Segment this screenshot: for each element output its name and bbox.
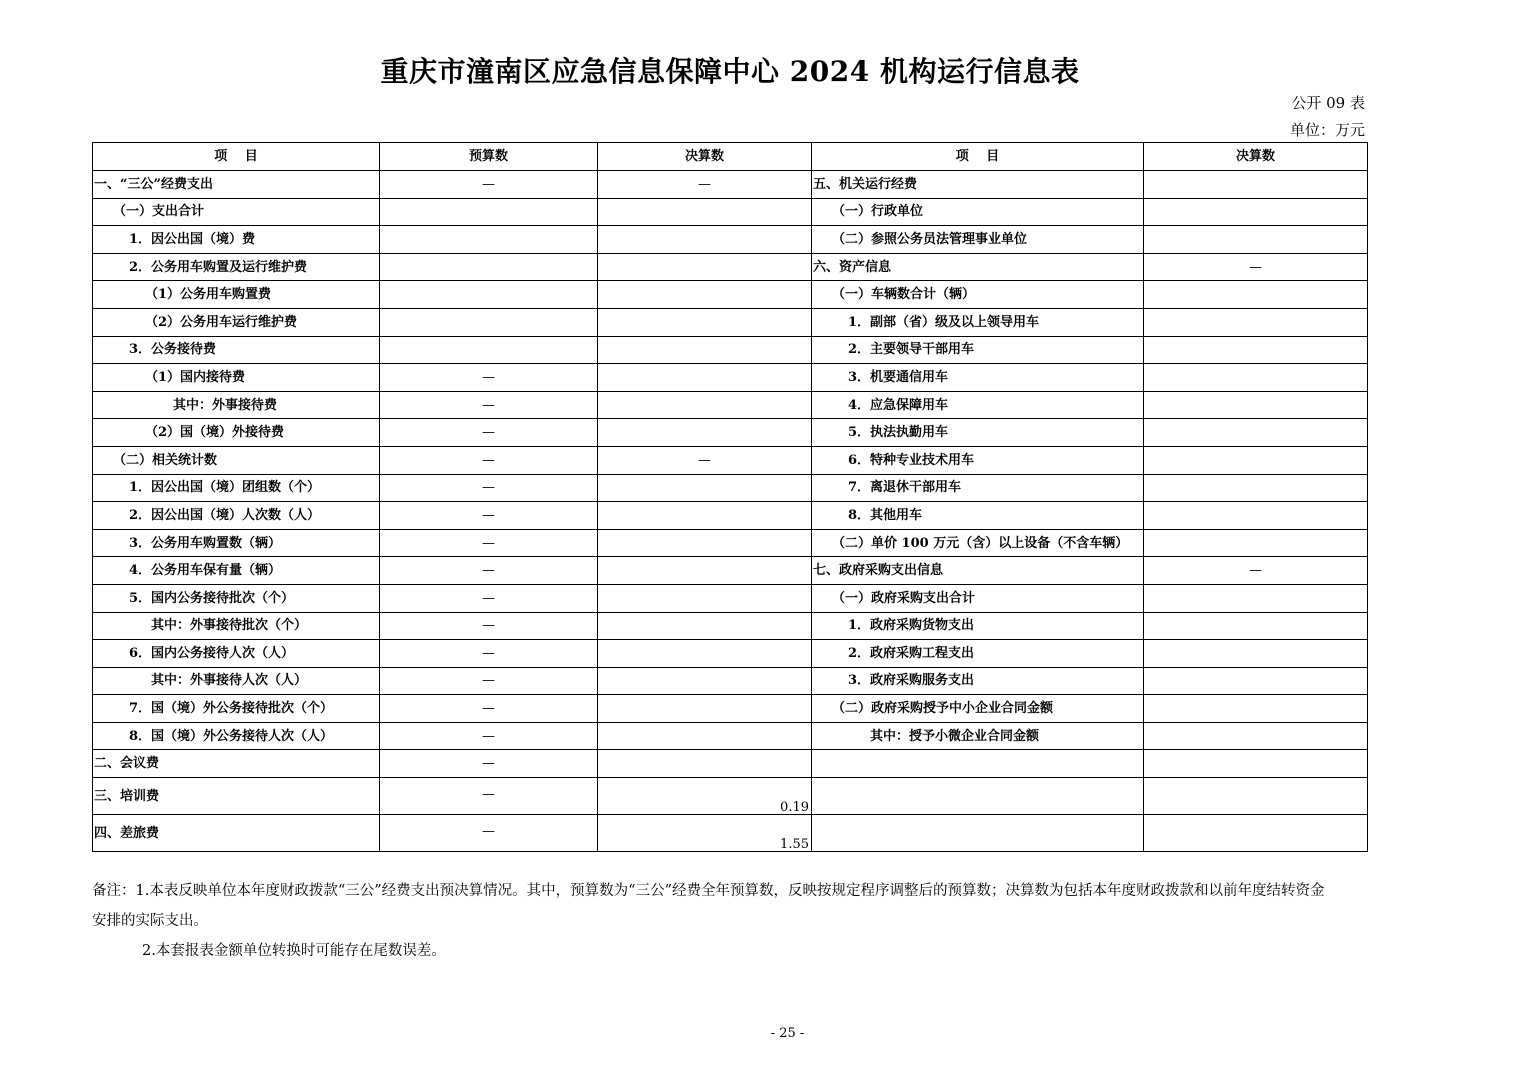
row-label: （1）公务用车购置费 [93,281,380,309]
table-row [93,695,1368,723]
note-line-3: 2.本套报表金额单位转换时可能存在尾数误差。 [142,943,446,959]
table-row [93,474,1368,502]
budget-cell [380,308,598,336]
row-label: 4．公务用车保有量（辆） [93,557,380,585]
right-row-label: （二）政府采购授予中小企业合同金额 [812,695,1144,723]
right-row-label [812,815,1144,852]
budget-cell: — [380,419,598,447]
final-cell [598,502,812,530]
page-number: - 25 - [770,1026,805,1041]
right-final-cell [1144,722,1368,750]
right-row-label [812,750,1144,778]
budget-cell: — [380,474,598,502]
notes [92,876,1472,966]
budget-cell [380,226,598,254]
row-label: 三、培训费 [93,778,380,815]
table-row [93,778,1368,815]
right-final-cell [1144,226,1368,254]
note-line-2: 安排的实际支出。 [92,913,208,929]
right-row-label: （一）政府采购支出合计 [812,584,1144,612]
final-cell [598,557,812,585]
final-cell [598,612,812,640]
header-budget: 预算数 [380,143,598,171]
right-row-label: 7．离退休干部用车 [812,474,1144,502]
right-final-cell [1144,336,1368,364]
final-cell [598,364,812,392]
table-row [93,446,1368,474]
table-row [93,529,1368,557]
row-label: 一、“三公”经费支出 [93,171,380,199]
row-label: 其中：外事接待费 [93,391,380,419]
final-cell: — [598,171,812,199]
right-final-cell [1144,778,1368,815]
table-row [93,815,1368,852]
table-row [93,171,1368,199]
final-cell [598,419,812,447]
final-cell [598,391,812,419]
table-row [93,612,1368,640]
unit-label: 单位：万元 [1289,121,1365,139]
right-row-label: 1．副部（省）级及以上领导用车 [812,308,1144,336]
row-label: 6．国内公务接待人次（人） [93,640,380,668]
right-row-label: （一）行政单位 [812,198,1144,226]
budget-cell: — [380,446,598,474]
budget-cell: — [380,612,598,640]
budget-cell: — [380,391,598,419]
right-final-cell [1144,584,1368,612]
table-row [93,557,1368,585]
right-row-label: 2．政府采购工程支出 [812,640,1144,668]
table-row [93,750,1368,778]
budget-cell [380,253,598,281]
row-label: 5．国内公务接待批次（个） [93,584,380,612]
right-row-label: 七、政府采购支出信息 [812,557,1144,585]
budget-cell: — [380,815,598,852]
budget-cell: — [380,750,598,778]
right-row-label: 6．特种专业技术用车 [812,446,1144,474]
right-final-cell [1144,364,1368,392]
right-final-cell [1144,667,1368,695]
row-label: （二）相关统计数 [93,446,380,474]
final-cell [598,308,812,336]
right-row-label: 3．机要通信用车 [812,364,1144,392]
budget-cell: — [380,695,598,723]
table-row [93,336,1368,364]
budget-cell: — [380,722,598,750]
header-item: 项 目 [93,143,380,171]
right-final-cell [1144,612,1368,640]
right-row-label: 5．执法执勤用车 [812,419,1144,447]
row-label: （一）支出合计 [93,198,380,226]
row-label: 四、差旅费 [93,815,380,852]
table-row [93,722,1368,750]
right-final-cell [1144,502,1368,530]
table-row [93,226,1368,254]
budget-cell: — [380,557,598,585]
final-cell [598,226,812,254]
final-cell: 1.55 [598,815,812,852]
table-row [93,253,1368,281]
budget-cell: — [380,502,598,530]
table-row [93,419,1368,447]
right-final-cell [1144,198,1368,226]
table-row [93,584,1368,612]
budget-cell [380,336,598,364]
final-cell [598,695,812,723]
budget-cell: — [380,364,598,392]
table-row [93,281,1368,309]
table-row [93,308,1368,336]
row-label: （2）国（境）外接待费 [93,419,380,447]
budget-cell: — [380,640,598,668]
right-final-cell: — [1144,253,1368,281]
row-label: 2．公务用车购置及运行维护费 [93,253,380,281]
row-label: 7．国（境）外公务接待批次（个） [93,695,380,723]
final-cell: 0.19 [598,778,812,815]
final-cell [598,336,812,364]
right-row-label: 2．主要领导干部用车 [812,336,1144,364]
table-row [93,640,1368,668]
row-label: 1．因公出国（境）团组数（个） [93,474,380,502]
right-row-label: 五、机关运行经费 [812,171,1144,199]
header-final: 决算数 [598,143,812,171]
table-header-row [93,143,1368,171]
row-label: 8．国（境）外公务接待人次（人） [93,722,380,750]
right-row-label: 六、资产信息 [812,253,1144,281]
budget-cell [380,281,598,309]
info-table [92,142,1368,852]
final-cell [598,640,812,668]
budget-cell: — [380,171,598,199]
note-line-1: 备注：1.本表反映单位本年度财政拨款“三公”经费支出预决算情况。其中，预算数为“三公”经费全年预算数，反映按规定程序调整后的预算数；决算数为包括本年度财政拨款和以前年度结转资金 [92,883,1325,899]
final-cell [598,474,812,502]
final-cell [598,253,812,281]
right-final-cell: — [1144,557,1368,585]
table-row [93,667,1368,695]
right-row-label: 1．政府采购货物支出 [812,612,1144,640]
row-label: 1．因公出国（境）费 [93,226,380,254]
right-final-cell [1144,171,1368,199]
right-row-label: 8．其他用车 [812,502,1144,530]
right-final-cell [1144,281,1368,309]
right-row-label [812,778,1144,815]
right-final-cell [1144,446,1368,474]
right-final-cell [1144,815,1368,852]
budget-cell: — [380,529,598,557]
right-row-label: （一）车辆数合计（辆） [812,281,1144,309]
table-row [93,198,1368,226]
table-row [93,364,1368,392]
header-final-right: 决算数 [1144,143,1368,171]
budget-cell: — [380,584,598,612]
final-cell [598,198,812,226]
right-row-label: 3．政府采购服务支出 [812,667,1144,695]
page-title: 重庆市潼南区应急信息保障中心 2024 机构运行信息表 [380,55,1080,88]
final-cell [598,584,812,612]
budget-cell [380,198,598,226]
table-row [93,391,1368,419]
final-cell [598,667,812,695]
right-final-cell [1144,750,1368,778]
final-cell [598,722,812,750]
row-label: 3．公务用车购置数（辆） [93,529,380,557]
right-final-cell [1144,391,1368,419]
final-cell [598,529,812,557]
right-row-label: 4．应急保障用车 [812,391,1144,419]
right-row-label: （二）参照公务员法管理事业单位 [812,226,1144,254]
row-label: 2．因公出国（境）人次数（人） [93,502,380,530]
row-label: 3．公务接待费 [93,336,380,364]
final-cell [598,750,812,778]
final-cell [598,281,812,309]
right-final-cell [1144,308,1368,336]
row-label: 二、会议费 [93,750,380,778]
row-label: 其中：外事接待批次（个） [93,612,380,640]
right-final-cell [1144,695,1368,723]
right-row-label: （二）单价 100 万元（含）以上设备（不含车辆） [812,529,1144,557]
final-cell: — [598,446,812,474]
row-label: （2）公务用车运行维护费 [93,308,380,336]
budget-cell: — [380,667,598,695]
row-label: （1）国内接待费 [93,364,380,392]
right-final-cell [1144,529,1368,557]
table-code: 公开 09 表 [1291,94,1365,112]
right-final-cell [1144,640,1368,668]
right-row-label: 其中：授予小微企业合同金额 [812,722,1144,750]
row-label: 其中：外事接待人次（人） [93,667,380,695]
header-item-right: 项 目 [812,143,1144,171]
budget-cell: — [380,778,598,815]
right-final-cell [1144,474,1368,502]
right-final-cell [1144,419,1368,447]
table-row [93,502,1368,530]
